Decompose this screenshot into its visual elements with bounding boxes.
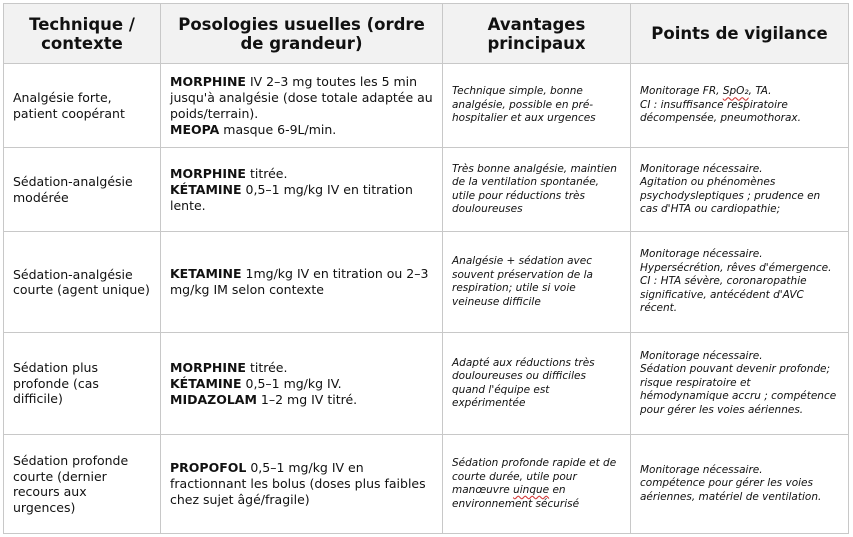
vigilance-line: Monitorage nécessaire. <box>640 248 763 261</box>
table-row <box>4 64 849 148</box>
dosing-cell <box>161 148 443 232</box>
vigilance-line: Agitation ou phénomènes psychodysleptiques ; prudence en cas d'HTA ou cardiopathie; <box>640 176 821 215</box>
vigilance-cell <box>631 333 849 435</box>
dosing-text: 1mg/kg IV en titration ou 2–3 mg/kg IM selon contexte <box>170 266 429 297</box>
header-posologies: Posologies usuelles (ordre de grandeur) <box>161 4 443 64</box>
vigilance-line: Monitorage nécessaire. <box>640 162 763 175</box>
header-row <box>4 4 849 64</box>
context-cell: Analgésie forte, patient coopérant <box>4 64 161 148</box>
header-vigilance: Points de vigilance <box>631 4 849 64</box>
table-row <box>4 435 849 534</box>
dosing-text: IV 2–3 mg toutes les 5 min jusqu'à analgésie (dose totale adaptée au poids/terrain). <box>170 73 433 121</box>
vigilance-line: CI : insuffisance respiratoire décompensée, pneumothorax. <box>640 98 801 125</box>
vigilance-line: Monitorage nécessaire. <box>640 349 763 362</box>
vigilance-cell <box>631 148 849 232</box>
header-avantages: Avantages principaux <box>443 4 631 64</box>
vigilance-cell <box>631 64 849 148</box>
dosing-cell <box>161 232 443 333</box>
table-row <box>4 148 849 232</box>
drug-name: MIDAZOLAM <box>170 391 257 407</box>
advantages-text: Sédation profonde rapide et de courte durée, utile pour manœuvre <box>452 457 617 496</box>
advantages-cell: Technique simple, bonne analgésie, possible en pré-hospitalier et aux urgences <box>443 64 631 148</box>
dosing-cell <box>161 333 443 435</box>
vigilance-text: , TA. <box>748 85 772 98</box>
context-cell: Sédation-analgésie modérée <box>4 148 161 232</box>
table-row <box>4 232 849 333</box>
header-technique: Technique / contexte <box>4 4 161 64</box>
drug-name: MORPHINE <box>170 73 246 89</box>
dosing-text: titrée. <box>245 359 288 375</box>
drug-name: MORPHINE <box>170 359 246 375</box>
dosing-text: masque 6-9L/min. <box>219 121 337 137</box>
advantages-cell: Très bonne analgésie, maintien de la ventilation spontanée, utile pour réductions très douloureuses <box>443 148 631 232</box>
drug-name: PROPOFOL <box>170 460 247 475</box>
vigilance-text: Monitorage FR, <box>640 85 723 98</box>
spellcheck-flagged-word: uinque <box>513 484 550 496</box>
vigilance-line: Hypersécrétion, rêves d'émergence. CI : HTA sévère, coronaropathie significative, antécédent d'AVC récent. <box>640 261 832 315</box>
dosing-text: 0,5–1 mg/kg IV en fractionnant les bolus (doses plus faibles chez sujet âgé/fragile) <box>170 460 426 507</box>
dosing-cell <box>161 435 443 534</box>
dosing-text: 1–2 mg IV titré. <box>256 391 358 407</box>
spellcheck-flagged-word: SpO₂ <box>722 85 749 98</box>
advantages-cell: Analgésie + sédation avec souvent préservation de la respiration; utile si voie veineuse difficile <box>443 232 631 333</box>
vigilance-line: Monitorage nécessaire. <box>640 463 763 476</box>
vigilance-cell <box>631 435 849 534</box>
table-row <box>4 333 849 435</box>
vigilance-line <box>640 85 840 99</box>
context-cell: Sédation profonde courte (dernier recours aux urgences) <box>4 435 161 534</box>
drug-name: KÉTAMINE <box>170 375 242 391</box>
drug-name: KETAMINE <box>170 266 242 281</box>
drug-name: MORPHINE <box>170 165 246 181</box>
dosing-text: 0,5–1 mg/kg IV. <box>241 375 342 391</box>
dosing-text: 0,5–1 mg/kg IV en titration lente. <box>170 181 413 213</box>
advantages-cell: Adapté aux réductions très douloureuses ou difficiles quand l'équipe est expérimentée <box>443 333 631 435</box>
sedation-table <box>3 3 849 534</box>
vigilance-line: Sédation pouvant devenir profonde; risque respiratoire et hémodynamique accru ; compétence pour gérer les voies aériennes. <box>640 363 837 416</box>
dosing-text: titrée. <box>245 165 288 181</box>
context-cell: Sédation-analgésie courte (agent unique) <box>4 232 161 333</box>
drug-name: MEOPA <box>170 121 220 137</box>
vigilance-line: compétence pour gérer les voies aériennes, matériel de ventilation. <box>640 477 822 503</box>
advantages-cell <box>443 435 631 534</box>
advantages-text: en environnement sécurisé <box>452 484 580 510</box>
context-cell: Sédation plus profonde (cas difficile) <box>4 333 161 435</box>
dosing-cell <box>161 64 443 148</box>
drug-name: KÉTAMINE <box>170 181 242 197</box>
vigilance-cell <box>631 232 849 333</box>
